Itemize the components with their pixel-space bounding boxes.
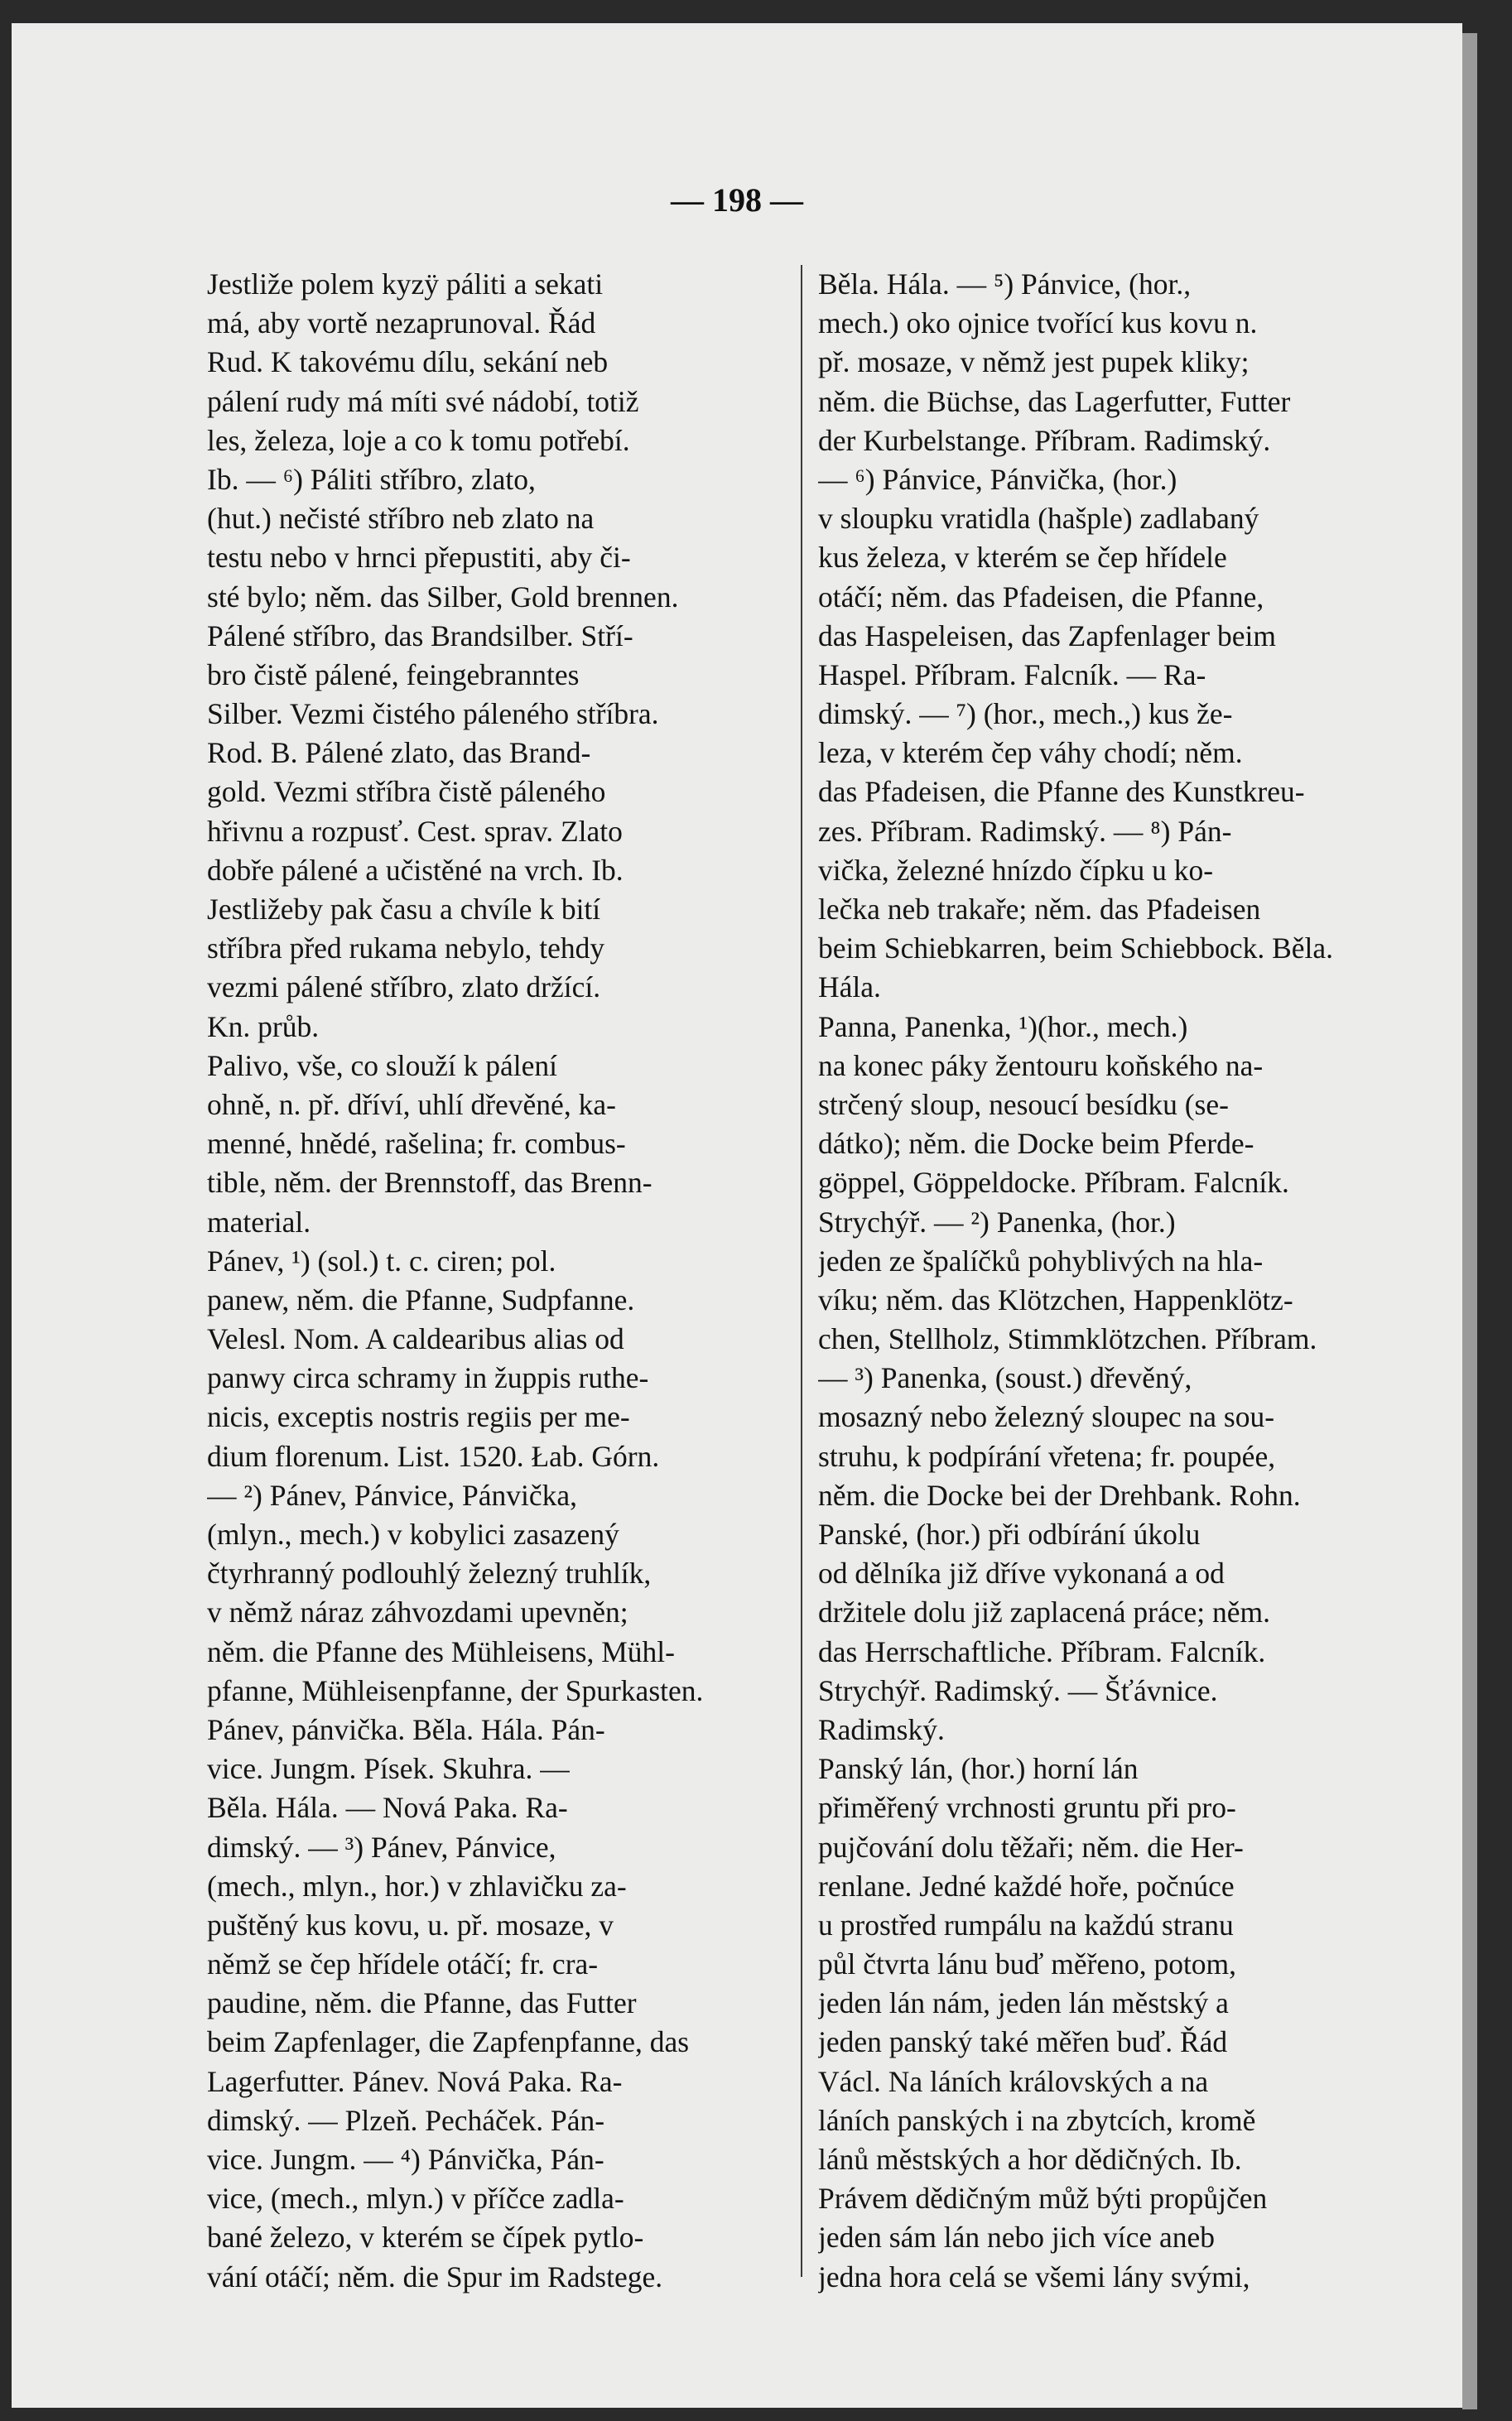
text-line: leza, v kterém čep váhy chodí; něm. (818, 736, 1243, 770)
text-line: testu nebo v hrnci přepustiti, aby či- (207, 541, 631, 575)
text-line: Lagerfutter. Pánev. Nová Paka. Ra- (207, 2064, 623, 2098)
text-line: něm. die Docke bei der Drehbank. Rohn. (818, 1478, 1301, 1512)
text-line: beim Zapfenlager, die Zapfenpfanne, das (207, 2025, 690, 2059)
text-line: das Pfadeisen, die Pfanne des Kunstkreu- (818, 775, 1305, 809)
text-line: Právem dědičným můž býti propůjčen (818, 2182, 1268, 2216)
text-line: Pánev, pánvička. Běla. Hála. Pán- (207, 1712, 605, 1746)
text-line: zes. Příbram. Radimský. — ⁸) Pán- (818, 814, 1232, 848)
text-line: Rod. B. Pálené zlato, das Brand- (207, 736, 591, 770)
text-line: Rud. K takovému dílu, sekání neb (207, 345, 609, 379)
text-line: mosazný nebo železný sloupec na sou- (818, 1400, 1275, 1434)
text-line: vice. Jungm. — ⁴) Pánvička, Pán- (207, 2143, 604, 2176)
text-line: Ib. — ⁶) Páliti stříbro, zlato, (207, 462, 536, 496)
text-line: dimský. — ³) Pánev, Pánvice, (207, 1830, 556, 1864)
text-line: (mlyn., mech.) v kobylici zasazený (207, 1518, 619, 1551)
text-line: (mech., mlyn., hor.) v zhlavičku za- (207, 1869, 627, 1903)
text-line: beim Schiebkarren, beim Schiebbock. Běla. (818, 931, 1334, 965)
text-line: půl čtvrta lánu buď měřeno, potom, (818, 1947, 1237, 1981)
text-line: gold. Vezmi stříbra čistě páleného (207, 775, 606, 809)
text-line: u prostřed rumpálu na každú stranu (818, 1908, 1234, 1942)
text-line: láních panských i na zbytcích, kromě (818, 2103, 1256, 2137)
text-line: jeden ze špalíčků pohyblivých na hla- (818, 1244, 1264, 1278)
text-line: dimský. — ⁷) (hor., mech.,) kus že- (818, 697, 1233, 731)
text-line: víku; něm. das Klötzchen, Happenklötz- (818, 1283, 1293, 1316)
text-line: Panna, Panenka, ¹)(hor., mech.) (818, 1009, 1188, 1043)
text-line: Panské, (hor.) při odbírání úkolu (818, 1518, 1201, 1551)
text-line: tible, něm. der Brennstoff, das Brenn- (207, 1166, 652, 1200)
text-line: něm. die Büchse, das Lagerfutter, Futter (818, 384, 1291, 418)
text-line: kus železa, v kterém se čep hřídele (818, 541, 1227, 575)
text-line: mech.) oko ojnice tvořící kus kovu n. (818, 306, 1258, 340)
text-line: les, železa, loje a co k tomu potřebí. (207, 423, 630, 457)
text-line: bané železo, v kterém se čípek pytlo- (207, 2221, 644, 2255)
text-line: ohně, n. př. dříví, uhlí dřevěné, ka- (207, 1087, 616, 1121)
text-line: v sloupku vratidla (hašple) zadlabaný (818, 502, 1259, 536)
text-line: — ²) Pánev, Pánvice, Pánvička, (207, 1478, 578, 1512)
text-line: př. mosaze, v němž jest pupek kliky; (818, 345, 1250, 379)
text-line: nicis, exceptis nostris regiis per me- (207, 1400, 630, 1434)
page-edge (1462, 33, 1477, 2409)
text-line: vezmi pálené stříbro, zlato držící. (207, 970, 601, 1004)
text-line: Strychýř. — ²) Panenka, (hor.) (818, 1205, 1176, 1239)
text-line: Pálené stříbro, das Brandsilber. Stří- (207, 618, 633, 652)
text-line: strčený sloup, nesoucí besídku (se- (818, 1087, 1229, 1121)
text-line: Běla. Hála. — Nová Paka. Ra- (207, 1791, 568, 1825)
text-line: Radimský. (818, 1712, 945, 1746)
text-line: otáčí; něm. das Pfadeisen, die Pfanne, (818, 580, 1264, 614)
text-line: panew, něm. die Pfanne, Sudpfanne. (207, 1283, 635, 1316)
text-line: lánů městských a hor dědičných. Ib. (818, 2143, 1242, 2176)
text-line: vice, (mech., mlyn.) v příčce zadla- (207, 2182, 624, 2216)
text-line: dium florenum. List. 1520. Łab. Górn. (207, 1439, 660, 1473)
left-column (207, 265, 799, 2297)
text-line: vička, železné hnízdo čípku u ko- (818, 853, 1214, 887)
text-line: čtyrhranný podlouhlý železný truhlík, (207, 1557, 652, 1591)
text-line: Hála. (818, 970, 881, 1004)
text-line: bro čistě pálené, feingebranntes (207, 657, 580, 691)
text-line: držitele dolu již zaplacená práce; něm. (818, 1596, 1271, 1629)
text-line: struhu, k podpírání vřetena; fr. poupée, (818, 1439, 1276, 1473)
text-line: — ³) Panenka, (soust.) dřevěný, (818, 1361, 1192, 1395)
text-line: v němž náraz záhvozdami upevněn; (207, 1596, 628, 1629)
column-divider (801, 265, 802, 2277)
text-line: renlane. Jedné každé hoře, počnúce (818, 1869, 1235, 1903)
right-column (818, 265, 1403, 2297)
text-line: němž se čep hřídele otáčí; fr. cra- (207, 1947, 599, 1981)
text-line: dátko); něm. die Docke beim Pferde- (818, 1127, 1254, 1161)
text-line: menné, hnědé, rašelina; fr. combus- (207, 1127, 626, 1161)
text-line: Pánev, ¹) (sol.) t. c. ciren; pol. (207, 1244, 556, 1278)
text-line: das Herrschaftliche. Příbram. Falcník. (818, 1634, 1266, 1668)
text-line: Palivo, vše, co slouží k pálení (207, 1048, 557, 1082)
text-line: Běla. Hála. — ⁵) Pánvice, (hor., (818, 267, 1192, 301)
text-line: Silber. Vezmi čistého páleného stříbra. (207, 697, 659, 731)
text-line: hřivnu a rozpusť. Cest. sprav. Zlato (207, 814, 623, 848)
text-line: Jestliže polem kyzÿ páliti a sekati (207, 267, 604, 301)
text-line: něm. die Pfanne des Mühleisens, Mühl- (207, 1634, 675, 1668)
text-line: göppel, Göppeldocke. Příbram. Falcník. (818, 1166, 1289, 1200)
text-line: Haspel. Příbram. Falcník. — Ra- (818, 657, 1206, 691)
text-line: material. (207, 1205, 311, 1239)
text-line: má, aby vortě nezaprunoval. Řád (207, 306, 596, 340)
text-line: lečka neb trakaře; něm. das Pfadeisen (818, 893, 1261, 926)
text-line: chen, Stellholz, Stimmklötzchen. Příbram. (818, 1322, 1317, 1356)
text-line: jeden lán nám, jeden lán městský a (818, 1986, 1229, 2020)
text-line: der Kurbelstange. Příbram. Radimský. (818, 423, 1271, 457)
text-line: das Haspeleisen, das Zapfenlager beim (818, 618, 1276, 652)
text-line: Jestližeby pak času a chvíle k bití (207, 893, 601, 926)
text-line: přiměřený vrchnosti gruntu při pro- (818, 1791, 1236, 1825)
text-line: panwy circa schramy in župpis ruthe- (207, 1361, 649, 1395)
text-line: — ⁶) Pánvice, Pánvička, (hor.) (818, 462, 1177, 496)
text-line: Panský lán, (hor.) horní lán (818, 1752, 1139, 1786)
text-line: vice. Jungm. Písek. Skuhra. — (207, 1752, 570, 1786)
text-line: Václ. Na láních královských a na (818, 2064, 1209, 2098)
text-line: pujčování dolu těžaři; něm. die Her- (818, 1830, 1244, 1864)
text-line: dobře pálené a učistěné na vrch. Ib. (207, 853, 624, 887)
text-line: (hut.) nečisté stříbro neb zlato na (207, 502, 595, 536)
text-line: puštěný kus kovu, u. př. mosaze, v (207, 1908, 614, 1942)
page-number: — 198 — (671, 181, 803, 219)
text-line: stříbra před rukama nebylo, tehdy (207, 931, 605, 965)
text-line: na konec páky žentouru koňského na- (818, 1048, 1264, 1082)
text-line: dimský. — Plzeň. Pecháček. Pán- (207, 2103, 605, 2137)
text-line: jeden panský také měřen buď. Řád (818, 2025, 1228, 2059)
text-line: Strychýř. Radimský. — Šťávnice. (818, 1673, 1218, 1707)
text-line: sté bylo; něm. das Silber, Gold brennen. (207, 580, 679, 614)
text-line: od dělníka již dříve vykonaná a od (818, 1557, 1225, 1591)
text-line: Velesl. Nom. A caldearibus alias od (207, 1322, 624, 1356)
text-line: paudine, něm. die Pfanne, das Futter (207, 1986, 637, 2020)
book-page (12, 23, 1462, 2408)
text-line: jeden sám lán nebo jich více aneb (818, 2221, 1216, 2255)
text-line: vání otáčí; něm. die Spur im Radstege. (207, 2260, 663, 2293)
text-line: Kn. průb. (207, 1009, 320, 1043)
text-line: jedna hora celá se všemi lány svými, (818, 2260, 1250, 2293)
text-line: pálení rudy má míti své nádobí, totiž (207, 384, 639, 418)
text-line: pfanne, Mühleisenpfanne, der Spurkasten. (207, 1673, 704, 1707)
